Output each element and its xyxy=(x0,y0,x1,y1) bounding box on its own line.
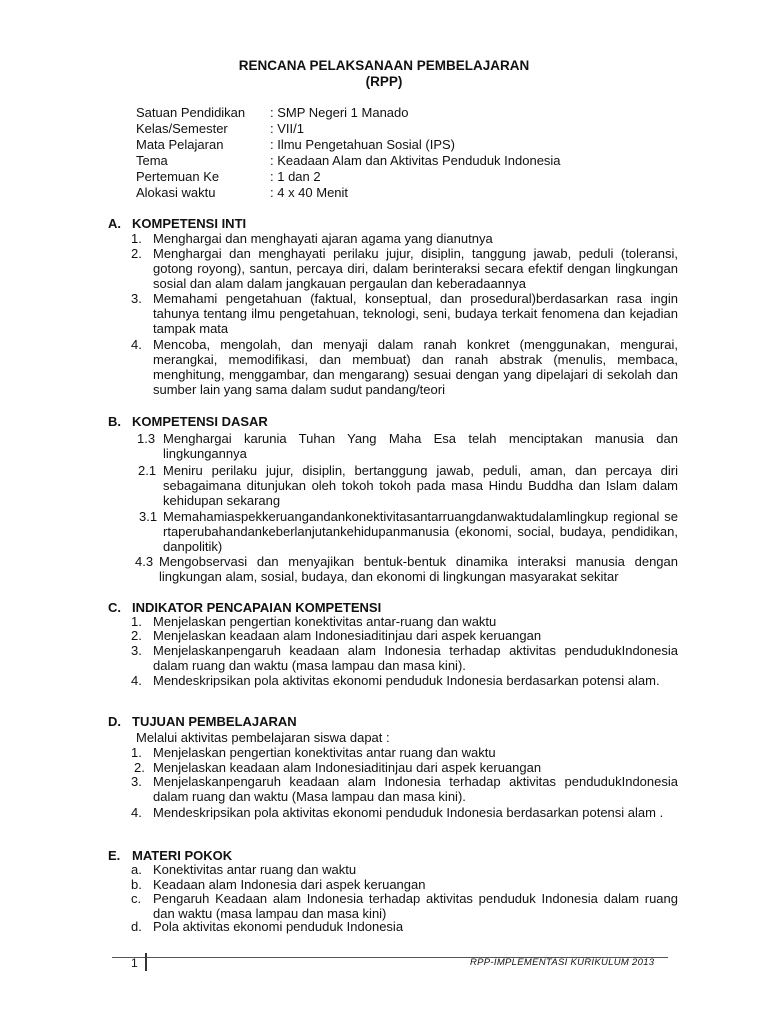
item-text: Mencoba, mengolah, dan menyaji dalam ranah konkret (menggunakan, mengurai, merangkai, memodifikasi, dan membuat) dan ranah abstrak (menulis, membaca, menghitung, menggambar, dan mengarang) sesuai dengan yang dipelajari di sekolah dan sumber lain yang sama dalam sudut pandang/teori xyxy=(153,337,678,397)
item-text: Menghargai karunia Tuhan Yang Maha Esa telah menciptakan manusia dan lingkungannya xyxy=(163,431,678,461)
item-number: 4. xyxy=(131,805,142,820)
section-title: INDIKATOR PENCAPAIAN KOMPETENSI xyxy=(132,600,382,615)
item-number: c. xyxy=(131,891,142,906)
item-text: Pola aktivitas ekonomi penduduk Indonesia xyxy=(153,919,404,934)
identity-label: Satuan Pendidikan xyxy=(136,105,246,120)
item-text: Pengaruh Keadaan alam Indonesia terhadap aktivitas penduduk Indonesia dalam ruang dan waktu (masa lampau dan masa kini) xyxy=(153,891,678,921)
item-text: Memahamiaspekkeruangandankonektivitasantarruangdanwaktudalamlingkup regional sertaperubahandankeberlanjutankehidupanmanusia (ekonomi, social, budaya, pendidikan, danpolitik) xyxy=(163,509,678,554)
identity-value: : Keadaan Alam dan Aktivitas Penduduk Indonesia xyxy=(270,153,561,168)
item-number: b. xyxy=(131,877,142,892)
item-text: Menjelaskan pengertian konektivitas antar ruang dan waktu xyxy=(153,745,496,760)
item-number: 3. xyxy=(131,643,142,658)
item-number: 2. xyxy=(131,246,142,261)
item-number: 3.1 xyxy=(139,509,158,524)
identity-label: Alokasi waktu xyxy=(136,185,216,200)
identity-label: Tema xyxy=(136,153,168,168)
item-text: Menjelaskanpengaruh keadaan alam Indonesia terhadap aktivitas pendudukIndonesia dalam ruang dan waktu (Masa lampau dan masa kini). xyxy=(153,774,678,804)
document-title: RENCANA PELAKSANAAN PEMBELAJARAN xyxy=(238,58,530,73)
section-d-heading xyxy=(108,714,297,730)
section-title: MATERI POKOK xyxy=(132,848,233,863)
identity-label: Kelas/Semester xyxy=(136,121,228,136)
section-letter: E. xyxy=(108,848,121,863)
section-title: TUJUAN PEMBELAJARAN xyxy=(132,714,297,729)
identity-value: : SMP Negeri 1 Manado xyxy=(270,105,409,120)
item-number: 1. xyxy=(131,745,142,760)
item-text: Menghargai dan menghayati ajaran agama yang dianutnya xyxy=(153,231,493,246)
item-number: 4. xyxy=(131,337,142,352)
identity-label: Mata Pelajaran xyxy=(136,137,224,152)
section-title: KOMPETENSI DASAR xyxy=(132,414,268,429)
item-text: Memahami pengetahuan (faktual, konseptual, dan prosedural)berdasarkan rasa ingin tahunya tentang ilmu pengetahuan, teknologi, seni, budaya terkait fenomena dan kejadian tampak mata xyxy=(153,291,678,336)
item-text: Keadaan alam Indonesia dari aspek keruangan xyxy=(153,877,426,892)
identity-value: : 1 dan 2 xyxy=(270,169,321,184)
section-intro: Melalui aktivitas pembelajaran siswa dapat : xyxy=(136,730,390,745)
item-text: Menjelaskan keadaan alam Indonesiaditinjau dari aspek keruangan xyxy=(153,628,542,643)
identity-value: : Ilmu Pengetahuan Sosial (IPS) xyxy=(270,137,455,152)
document-subtitle: (RPP) xyxy=(365,74,403,89)
section-a-heading xyxy=(108,216,246,232)
item-number: 1. xyxy=(131,231,142,246)
item-text: Konektivitas antar ruang dan waktu xyxy=(153,862,357,877)
item-text: Meniru perilaku jujur, disiplin, bertanggung jawab, peduli, aman, dan percaya diri sebagaimana ditunjukan oleh tokoh tokoh pada masa Hindu Buddha dan Islam dalam kehidupan sekarang xyxy=(163,463,678,508)
item-number: 1.3 xyxy=(137,431,156,446)
identity-value: : 4 x 40 Menit xyxy=(270,185,349,200)
item-number: a. xyxy=(131,862,142,877)
item-number: 4.3 xyxy=(135,554,154,569)
item-text: Menjelaskanpengaruh keadaan alam Indonesia terhadap aktivitas pendudukIndonesia dalam ruang dan waktu (masa lampau dan masa kini). xyxy=(153,643,678,673)
item-text: Menjelaskan pengertian konektivitas antar-ruang dan waktu xyxy=(153,614,497,629)
section-title: KOMPETENSI INTI xyxy=(132,216,247,231)
footer-separator xyxy=(145,953,147,971)
item-number: 2. xyxy=(131,628,142,643)
footer-label: RPP-IMPLEMENTASI KURIKULUM 2013 xyxy=(470,957,655,968)
item-text: Menghargai dan menghayati perilaku jujur, disiplin, tanggung jawab, peduli (toleransi, gotong royong), santun, percaya diri, dalam berinteraksi secara efektif dengan lingkungan sosial dan alam dalam jangkauan pergaulan dan keberadaannya xyxy=(153,246,678,291)
section-letter: C. xyxy=(108,600,121,615)
page-number: 1 xyxy=(131,956,138,970)
item-number: 4. xyxy=(131,673,142,688)
item-number: 2. xyxy=(134,760,145,775)
item-number: d. xyxy=(131,919,142,934)
item-text: Menjelaskan keadaan alam Indonesiaditinjau dari aspek keruangan xyxy=(153,760,542,775)
section-letter: B. xyxy=(108,414,121,429)
item-number: 3. xyxy=(131,774,142,789)
item-text: Mendeskripsikan pola aktivitas ekonomi penduduk Indonesia berdasarkan potensi alam . xyxy=(153,805,664,820)
item-text: Mengobservasi dan menyajikan bentuk-bentuk dinamika interaksi manusia dengan lingkungan alam, sosial, budaya, dan ekonomi di lingkungan masyarakat sekitar xyxy=(159,554,678,584)
identity-value: : VII/1 xyxy=(270,121,304,136)
item-number: 1. xyxy=(131,614,142,629)
item-number: 2.1 xyxy=(138,463,157,478)
item-text: Mendeskripsikan pola aktivitas ekonomi penduduk Indonesia berdasarkan potensi alam. xyxy=(153,673,660,688)
identity-label: Pertemuan Ke xyxy=(136,169,220,184)
section-letter: D. xyxy=(108,714,121,729)
section-letter: A. xyxy=(108,216,121,231)
section-b-heading xyxy=(108,414,268,430)
item-number: 3. xyxy=(131,291,142,306)
